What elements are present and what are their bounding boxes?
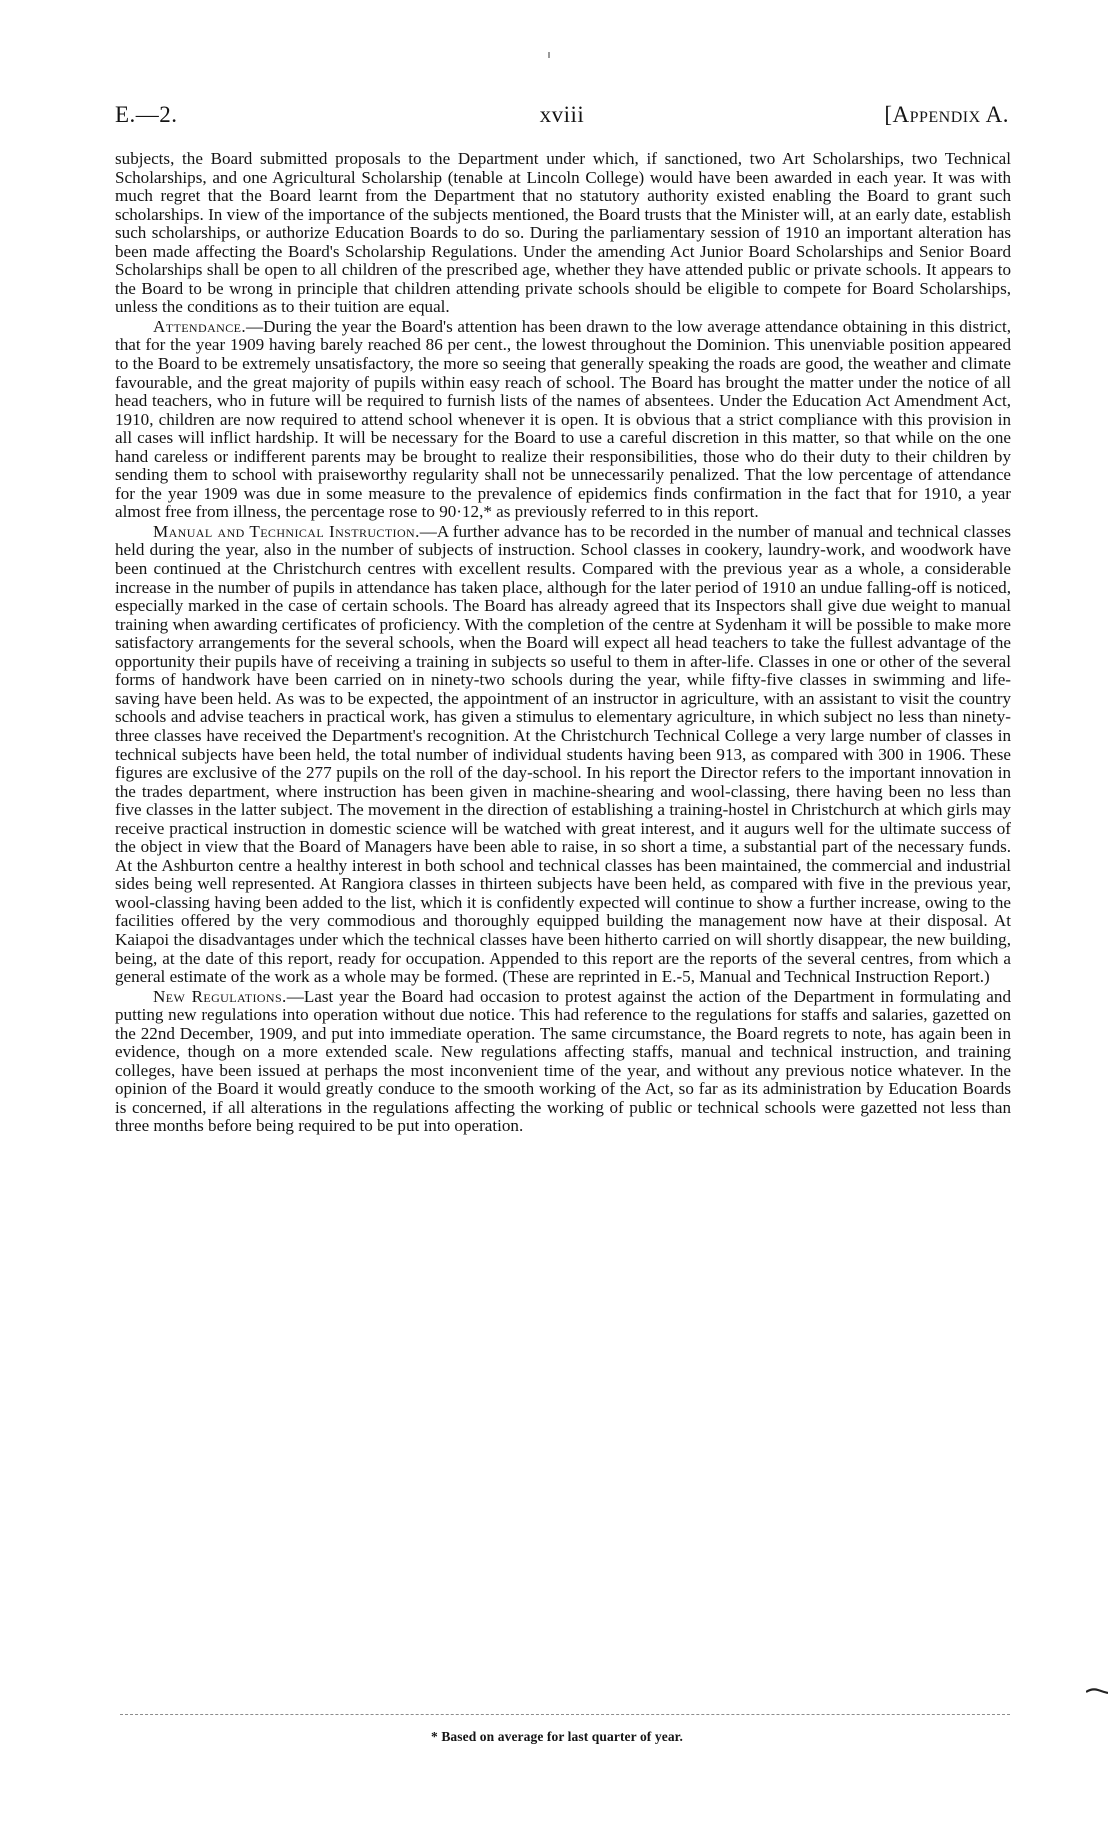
paragraph-attendance — [115, 318, 1011, 522]
paragraph-text: —Last year the Board had occasion to protest against the action of the Department in formulating and putting new regulations into operation without due notice. This had reference to the regulations for staffs and salaries, gazetted on the 22nd December, 1909, and put into immediate operation. The same circumstance, the Board regrets to note, has again been in evidence, though on a more extended scale. New regulations affecting staffs, manual and technical instruction, and training colleges, have been issued at perhaps the most inconvenient time of the year, and without any previous notice whatever. In the opinion of the Board it would greatly conduce to the smooth working of the Act, so far as its administration by Education Boards is concerned, if all alterations in the regulations affecting the working of public or technical schools were gazetted not less than three months before being required to be put into operation. — [115, 986, 1011, 1136]
running-head — [115, 102, 1009, 136]
paragraph-scholarships — [115, 150, 1011, 317]
scan-mark — [548, 52, 550, 58]
section-heading-new-regulations: New Regulations. — [153, 986, 287, 1006]
header-appendix-label: Appendix A. — [892, 102, 1009, 127]
footnote: * Based on average for last quarter of year. — [431, 1729, 683, 1744]
paragraph-new-regulations — [115, 988, 1011, 1136]
header-appendix — [884, 102, 1009, 128]
header-document-code: E.—2. — [115, 102, 178, 127]
paragraph-text: —During the year the Board's attention has been drawn to the low average attendance obtaining in this district, that for the year 1909 having barely reached 86 per cent., the lowest throughout the Dominion. This unenviable position appeared to the Board to be extremely unsatisfactory, the more so seeing that generally speaking the roads are good, the weather and climate favourable, and the great majority of pupils within easy reach of school. The Board has brought the matter under the notice of all head teachers, who in future will be required to furnish lists of the names of absentees. Under the Education Act Amendment Act, 1910, children are now required to attend school whenever it is open. It is obvious that a strict compliance with this provision in all cases will inflict hardship. It will be necessary for the Board to use a careful discretion in this matter, so that while on the one hand careless or indifferent parents may be brought to realize their responsibilities, those who do their duty to their children by sending them to school with praiseworthy regularity shall not be unnecessarily penalized. That the low percentage of attendance for the year 1909 was due in some measure to the prevalence of epidemics finds confirmation in the fact that for 1910, a year almost free from illness, the percentage rose to 90·12,* as previously referred to in this report. — [115, 316, 1011, 522]
paragraph-text: subjects, the Board submitted proposals to the Department under which, if sanctioned, two Art Scholarships, two Technical Scholarships, and one Agricultural Scholarship (tenable at Lincoln College) would have been awarded in each year. It was with much regret that the Board learnt from the Department that no statutory authority existed enabling the Board to grant such scholarships. In view of the importance of the subjects mentioned, the Board trusts that the Minister will, at an early date, establish such scholarships, or authorize Education Boards to do so. During the parliamentary session of 1910 an important alteration has been made affecting the Board's Scholarship Regulations. Under the amending Act Junior Board Scholarships and Senior Board Scholarships shall be open to all children of the prescribed age, whether they have attended public or private schools. It appears to the Board to be wrong in principle that children attending private schools should be eligible to compete for Board Scholarships, unless the conditions as to their tuition are equal. — [115, 149, 1011, 317]
header-page-number: xviii — [539, 102, 585, 127]
scan-edge-mark — [1086, 1688, 1108, 1694]
paragraph-manual-technical — [115, 523, 1011, 987]
section-heading-attendance: Attendance. — [153, 316, 247, 336]
header-bracket: [ — [884, 102, 893, 127]
footnote-divider — [120, 1714, 1010, 1715]
section-heading-manual-technical: Manual and Technical Instruction. — [153, 521, 420, 541]
paragraph-text: —A further advance has to be recorded in the number of manual and technical classes held during the year, also in the number of subjects of instruction. School classes in cookery, laundry-work, and woodwork have been continued at the Christchurch centres with excellent results. Compared with the previous year as a whole, a considerable increase in the number of pupils in attendance has taken place, although for the later period of 1910 an undue falling-off is noticed, especially marked in the case of certain schools. The Board has already agreed that its Inspectors shall give due weight to manual training when awarding certificates of proficiency. With the completion of the centre at Sydenham it will be possible to make more satisfactory arrangements for the several schools, when the Board will expect all head teachers to take the fullest advantage of the opportunity their pupils have of receiving a training in subjects so useful to them in after-life. Classes in one or other of the several forms of handwork have been carried on in ninety-two schools during the year, while fifty-five classes in swimming and life-saving have been held. As was to be expected, the appointment of an instructor in agriculture, with an assistant to visit the country schools and advise teachers in practical work, has given a stimulus to elementary agriculture, in which subject no less than ninety-three classes have received the Department's recognition. At the Christchurch Technical College a very large number of classes in technical subjects have been held, the total number of individual students having been 913, as compared with 300 in 1906. These figures are exclusive of the 277 pupils on the roll of the day-school. In his report the Director refers to the important innovation in the trades department, where instruction has been given in machine-shearing and wool-classing, there having been no less than five classes in the latter subject. The movement in the direction of establishing a training-hostel in Christchurch at which girls may receive practical instruction in domestic science will be watched with great interest, and it augurs well for the ultimate success of the object in view that the Board of Managers have been able to raise, in so short a time, a substantial part of the necessary funds. At the Ashburton centre a healthy interest in both school and technical classes has been maintained, the commercial and industrial sides being well represented. At Rangiora classes in thirteen subjects have been held, as compared with five in the previous year, wool-classing having been added to the list, which it is confidently expected will continue to show a further increase, owing to the facilities offered by the very commodious and thoroughly equipped building the management now have at their disposal. At Kaiapoi the disadvantages under which the technical classes have been hitherto carried on will shortly disappear, the new building, being, at the date of this report, ready for occupation. Appended to this report are the reports of the several centres, from which a general estimate of the work as a whole may be formed. (These are reprinted in E.-5, Manual and Technical Instruction Report.) — [115, 521, 1011, 987]
body-text — [115, 150, 1011, 1137]
